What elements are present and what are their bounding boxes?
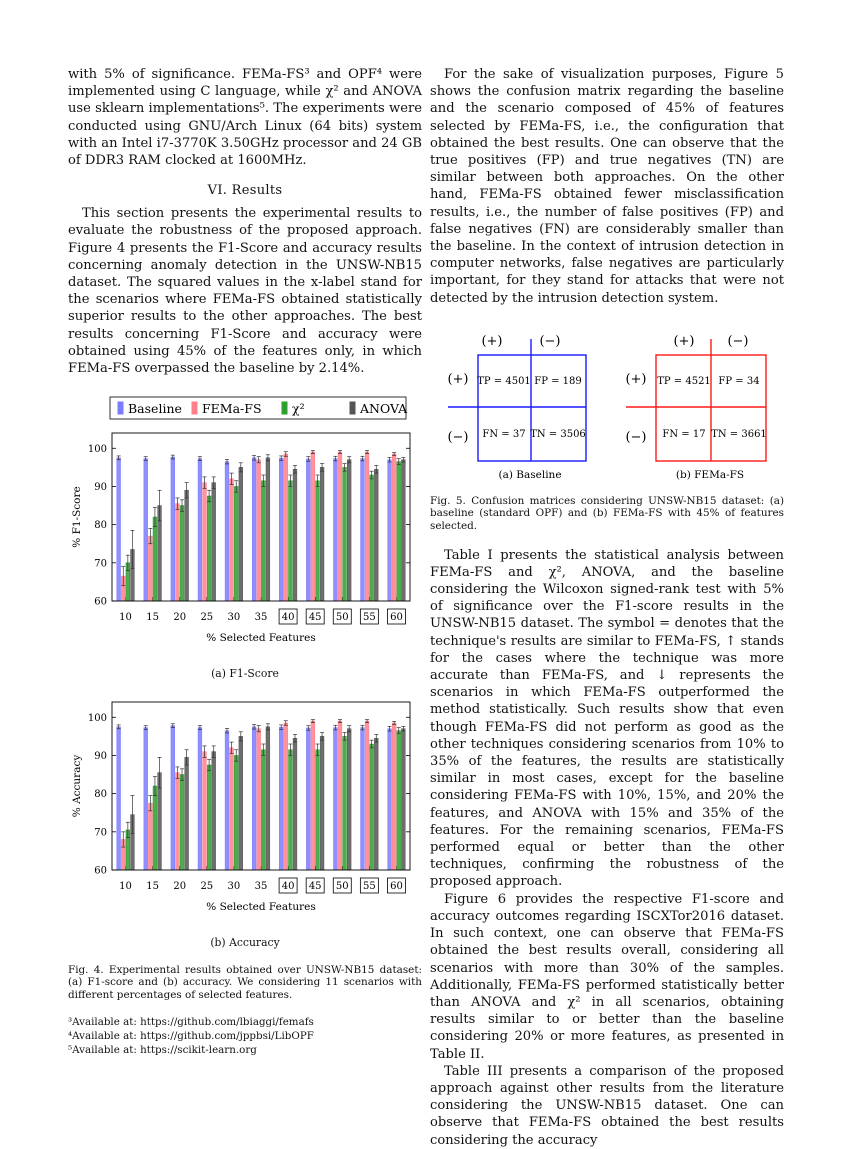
x-tick-label: 60 <box>390 612 403 624</box>
x-tick-label: 45 <box>308 612 322 624</box>
bar <box>388 460 392 601</box>
legend-label: χ² <box>292 401 305 417</box>
bar <box>153 517 157 601</box>
bar <box>234 487 238 602</box>
figure-4 <box>68 395 422 1001</box>
baseline-matrix <box>447 334 586 481</box>
paragraph: with 5% of significance. FEMa-FS³ and OPF⁴ were implemented using C language, while χ² and ANOVA use sklearn implementations⁵. The experiments were conducted using GNU/Arch Linux (64 bits) system with an Intel i7-3770K 3.50GHz processor and 24 GB of DDR3 RAM clocked at 1600MHz. <box>68 67 422 169</box>
bar <box>370 744 374 870</box>
col-label-pos: (+) <box>481 333 503 349</box>
legend-label: ANOVA <box>360 401 408 417</box>
bar <box>225 462 229 601</box>
paragraph: Figure 6 provides the respective F1-score and accuracy outcomes regarding ISCXTor2016 dataset. In such context, one can observe that FEMa-FS obtained the best results overall, considering all scenarios with more than 30% of the samples. Additionally, FEMa-FS performed statistically better than ANOVA and χ² in all scenarios, obtaining results similar to or better than the baseline considering 20% or more features, as presented in Table II. <box>430 891 784 1062</box>
subcaption-a: (a) Baseline <box>498 468 562 481</box>
legend-label: Baseline <box>128 401 182 417</box>
bar <box>338 722 342 871</box>
matrix-border <box>478 355 586 461</box>
bar <box>198 728 202 870</box>
bar <box>320 737 324 871</box>
bar <box>266 727 270 870</box>
x-tick-label: 25 <box>200 881 214 893</box>
bar <box>279 458 283 601</box>
bar <box>293 470 297 602</box>
bar <box>288 481 292 601</box>
footnote: ³Available at: https://github.com/lbiaggi/femafs <box>68 1016 314 1029</box>
x-tick-label: 40 <box>281 881 295 893</box>
bar <box>257 729 261 870</box>
bar <box>392 723 396 870</box>
x-tick-label: 35 <box>254 881 268 893</box>
fp-cell: FP = 189 <box>534 375 582 387</box>
y-tick-label: 100 <box>87 444 107 456</box>
x-tick-label: 10 <box>119 881 132 893</box>
y-tick-label: 70 <box>94 827 107 839</box>
bar <box>252 727 256 870</box>
legend-label: FEMa-FS <box>202 401 262 417</box>
bar <box>333 728 337 870</box>
bar <box>338 452 342 601</box>
x-tick-label: 60 <box>390 881 403 893</box>
bar <box>388 729 392 870</box>
row-label-pos: (+) <box>625 371 647 387</box>
x-tick-label: 55 <box>362 612 376 624</box>
col-label-neg: (−) <box>727 333 749 349</box>
bar <box>316 481 320 601</box>
y-tick-label: 70 <box>94 558 107 570</box>
y-axis-label: % F1-Score <box>71 486 83 548</box>
col-label-pos: (+) <box>673 333 695 349</box>
bar <box>239 468 243 602</box>
bar <box>230 748 234 870</box>
y-tick-label: 90 <box>94 751 107 763</box>
bar <box>316 750 320 870</box>
bar <box>279 728 283 871</box>
tp-cell: TP = 4501 <box>477 375 531 387</box>
bar <box>117 727 121 870</box>
y-axis-label: % Accuracy <box>71 755 83 818</box>
bar <box>347 729 351 870</box>
footnote: ⁵Available at: https://scikit-learn.org <box>68 1044 257 1057</box>
bar <box>207 496 211 601</box>
bar <box>185 491 189 602</box>
x-axis-label: % Selected Features <box>206 901 316 914</box>
section-heading: VI. Results <box>207 183 283 199</box>
bar <box>401 460 405 601</box>
bar <box>343 468 347 602</box>
fn-cell: FN = 17 <box>662 428 706 440</box>
bar <box>212 483 216 601</box>
bar <box>261 481 265 601</box>
bar <box>365 722 369 871</box>
y-tick-label: 100 <box>87 713 107 725</box>
bar <box>370 475 374 601</box>
bar <box>284 723 288 870</box>
bar <box>397 731 401 870</box>
figure-caption: Fig. 5. Confusion matrices considering UNSW-NB15 dataset: (a) baseline (standard OPF) and (b) FEMa-FS with 45% of features selected. <box>430 494 784 533</box>
bar <box>171 726 175 870</box>
col-label-neg: (−) <box>539 333 561 349</box>
x-tick-label: 40 <box>281 612 295 624</box>
x-tick-label: 35 <box>254 612 268 624</box>
bar <box>397 462 401 601</box>
chart-legend <box>68 395 422 421</box>
femafs-matrix <box>625 334 766 481</box>
subcaption-b: (b) Accuracy <box>210 936 280 950</box>
x-tick-label: 15 <box>146 881 160 893</box>
bar <box>144 728 148 870</box>
bar <box>333 459 337 601</box>
bar <box>230 479 234 601</box>
x-tick-label: 50 <box>335 881 349 893</box>
bar <box>180 506 184 601</box>
tn-cell: TN = 3506 <box>530 428 586 440</box>
legend-swatch <box>282 402 287 414</box>
paragraph: For the sake of visualization purposes, Figure 5 shows the confusion matrix regarding the baseline and the scenario composed of 45% of features selected by FEMa-FS, i.e., the configuration that obtained the best results. One can observe that the true positives (FP) and true negatives (TN) are similar between both approaches. On the other hand, FEMa-FS obtained fewer misclassification results, i.e., the number of false positives (FP) and false negatives (FN) are considerably smaller than the baseline. In the context of intrusion detection in computer networks, false negatives are particularly important, for they stand for attacks that were not detected by the intrusion detection system. <box>430 67 784 306</box>
bar <box>361 459 365 601</box>
tn-cell: TN = 3661 <box>711 428 767 440</box>
paragraph: Table III presents a comparison of the proposed approach against other results from the literature considering the UNSW-NB15 dataset. One can observe that FEMa-FS obtained the best results considering the accuracy <box>430 1063 784 1148</box>
bar <box>392 454 396 601</box>
bar <box>374 470 378 602</box>
bar <box>306 728 310 870</box>
x-axis-label: % Selected Features <box>206 632 316 645</box>
bar <box>203 483 207 601</box>
bar <box>239 737 243 871</box>
x-tick-label: 50 <box>335 612 349 624</box>
x-tick-label: 10 <box>119 612 132 624</box>
bar <box>117 458 121 601</box>
row-label-neg: (−) <box>447 429 469 445</box>
figure-5 <box>430 333 784 533</box>
row-label-neg: (−) <box>625 429 647 445</box>
subcaption-a: (a) F1-Score <box>211 667 279 681</box>
bar <box>185 758 189 871</box>
bar <box>234 756 238 871</box>
bar <box>148 536 152 601</box>
bar <box>374 739 378 871</box>
bar <box>212 752 216 870</box>
row-label-pos: (+) <box>447 371 469 387</box>
footnote: ⁴Available at: https://github.com/jppbsi/LibOPF <box>68 1030 314 1043</box>
bar <box>257 460 261 601</box>
bar <box>225 731 229 870</box>
y-tick-label: 60 <box>94 865 107 877</box>
legend-swatch <box>118 402 123 414</box>
f1-score-chart <box>68 425 422 661</box>
bar <box>144 459 148 601</box>
legend-swatch <box>350 402 355 414</box>
x-tick-label: 25 <box>200 612 214 624</box>
bar <box>198 459 202 601</box>
y-tick-label: 80 <box>94 520 107 532</box>
x-tick-label: 45 <box>308 881 322 893</box>
bar <box>203 752 207 870</box>
bar <box>284 454 288 601</box>
bar <box>153 786 157 870</box>
bar <box>361 728 365 870</box>
left-column <box>68 66 422 1057</box>
x-tick-label: 30 <box>227 881 241 893</box>
y-tick-label: 90 <box>94 482 107 494</box>
bar <box>171 457 175 601</box>
bar <box>293 739 297 871</box>
bar <box>180 775 184 870</box>
bar <box>306 459 310 601</box>
bar <box>207 765 211 870</box>
paragraph: This section presents the experimental results to evaluate the robustness of the proposed approach. Figure 4 presents the F1-Score and accuracy results concerning anomaly detection in the UNSW-NB15 dataset. The squared values in the x-label stand for the scenarios where FEMa-FS obtained statistically superior results to the other approaches. The best results concerning F1-Score and accuracy were obtained using 45% of the features only, in which FEMa-FS overpassed the baseline by 2.14%. <box>68 206 422 377</box>
bar <box>252 458 256 601</box>
bar <box>401 729 405 870</box>
bar <box>261 750 265 870</box>
bar <box>288 750 292 870</box>
bar <box>343 737 347 871</box>
bar <box>266 458 270 601</box>
bar <box>311 722 315 871</box>
figure-caption: Fig. 4. Experimental results obtained over UNSW-NB15 dataset: (a) F1-score and (b) accuracy. We considering 11 scenarios with different percentages of selected features. <box>68 963 422 1001</box>
x-tick-label: 20 <box>173 881 187 893</box>
bar <box>176 504 180 601</box>
bar <box>347 460 351 601</box>
fn-cell: FN = 37 <box>482 428 526 440</box>
paragraph: Table I presents the statistical analysis between FEMa-FS and χ², ANOVA, and the baseline considering the Wilcoxon signed-rank test with 5% of significance over the F1-score results in the UNSW-NB15 dataset. The symbol = denotes that the technique's results are similar to FEMa-FS, ↑ stands for the cases where the technique was more accurate than FEMa-FS, and ↓ represents the scenarios in which FEMa-FS outperformed the method statistically. Such results show that even though FEMa-FS did not perform as good as the other techniques considering scenarios from 10% to 35% of the features, the results are statistically similar in most cases, except for the baseline considering FEMa-FS with 10%, 15%, and 20% the features, and ANOVA with 15% and 35% of the features. For the remaining scenarios, FEMa-FS performed equal or better than the other techniques, confirming the robustness of the proposed approach. <box>430 547 784 890</box>
y-tick-label: 60 <box>94 596 107 608</box>
subcaption-b: (b) FEMa-FS <box>675 468 745 481</box>
bar <box>148 804 152 871</box>
x-tick-label: 30 <box>227 612 241 624</box>
confusion-matrices <box>430 333 784 481</box>
accuracy-chart <box>68 694 422 930</box>
x-tick-label: 15 <box>146 612 160 624</box>
bar <box>176 773 180 870</box>
tp-cell: TP = 4521 <box>657 375 711 387</box>
fp-cell: FP = 34 <box>718 375 760 387</box>
right-column <box>430 66 784 1149</box>
bar <box>320 468 324 602</box>
bar <box>365 452 369 601</box>
bar <box>311 452 315 601</box>
legend-swatch <box>192 402 197 414</box>
y-tick-label: 80 <box>94 789 107 801</box>
x-tick-label: 20 <box>173 612 187 624</box>
x-tick-label: 55 <box>362 881 376 893</box>
